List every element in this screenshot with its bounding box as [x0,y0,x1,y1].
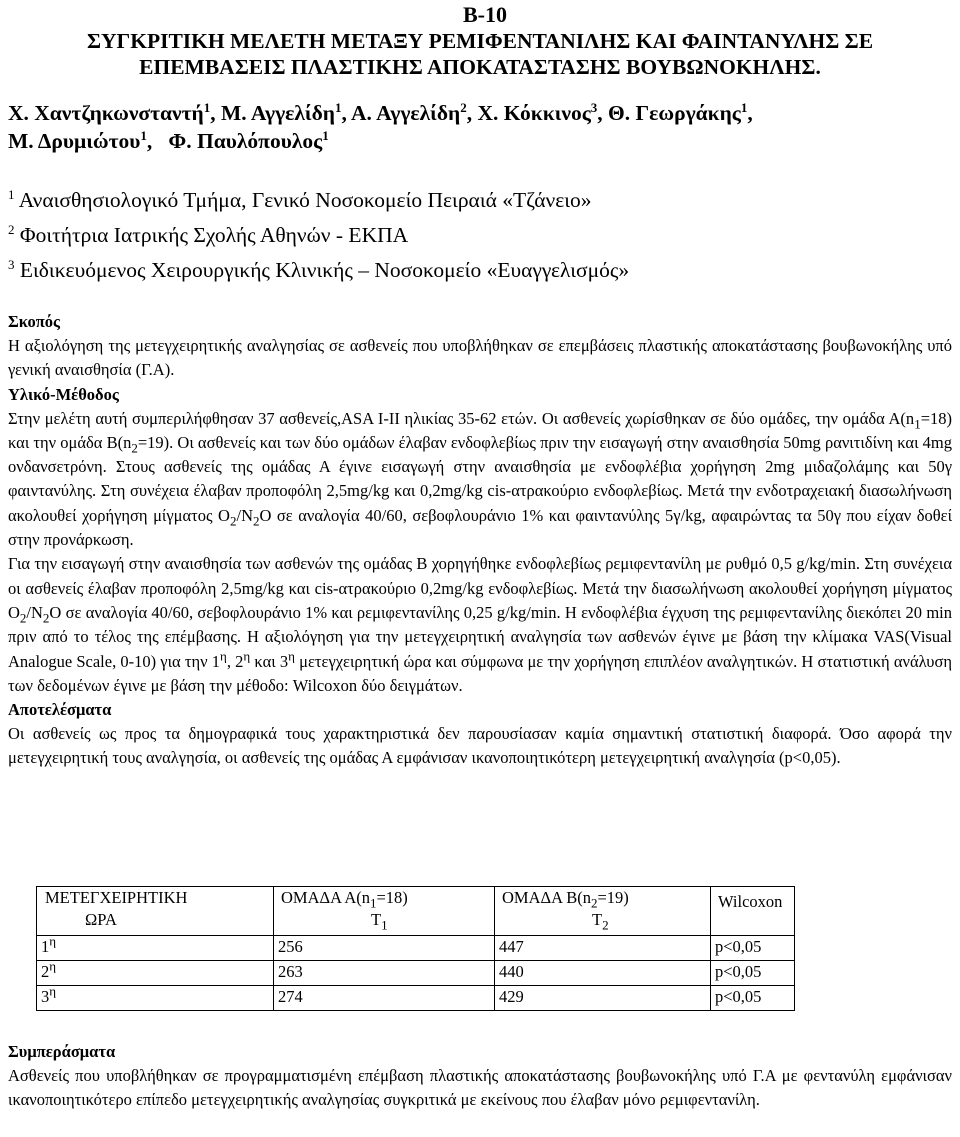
author-affiliation-mark: 1 [334,99,342,115]
author-separator: , [466,101,478,125]
header-group-b: ΟΜΑΔΑ $B(n_2=19)$ $T_2$ [495,887,711,936]
cell-hour: $3^\eta$ [37,986,274,1011]
affiliation-mark: 1 [8,186,15,202]
author-affiliation-mark: 1 [322,127,329,143]
affiliation-mark: 3 [8,256,15,272]
author-separator: , [597,101,609,125]
author-name: Χ. Χαντζηκωνσταντή [8,101,204,125]
abstract-body [8,310,952,771]
affiliation-3 [8,257,952,283]
cell-t2: 440 [495,961,711,986]
author-name: Μ. Αγγελίδη [221,101,335,125]
conclusions-heading: Συμπεράσματα [8,1042,116,1061]
header-hour: ΜΕΤΕΓΧΕΙΡΗΤΙΚΗ ΩΡΑ [37,887,274,936]
methods-paragraph-2: Για την εισαγωγή στην αναισθησία των ασθενών της ομάδας Β χορηγήθηκε ενδοφλεβίως ρεμιφεντανίλη με ρυθμό 0,5 g/kg/min. Στη συνέχεια οι ασθενείς έλαβαν προποφόλη 2,5mg/kg και cis-ατρακούριο 0,2mg/kg ενδοφλεβίως. Μετά την διασωλήνωση ακολουθεί χορήγηση μίγματος $O_2/N_2O$ σε αναλογία 40/60, σεβοφλουράνιο 1% και ρεμιφεντανίλης 0,25 g/kg/min. Η ενδοφλέβια έγχυση της ρεμιφεντανίλης διεκόπει 20 min πριν από το τέλος της επέμβασης. Η αξιολόγηση για την μετεγχειρητική αναλγησία των ασθενών έγινε με βάση την κλίμακα VAS(Visual Analogue Scale, 0-10) για την $1^\eta$, $2^\eta$ και $3^\eta$ μετεγχειρητική ώρα και σύμφωνα με την χορήγηση επιπλέον αναλγητικών. Η στατιστική ανάλυση των δεδομένων έγινε με βάση την μέθοδο: Wilcoxon δύο δειγμάτων. [8,554,952,695]
affiliation-text: Ειδικευόμενος Χειρουργικής Κλινικής – Νοσοκομείο «Ευαγγελισμός» [14,258,630,282]
cell-t2: 429 [495,986,711,1011]
author-name: Φ. Παυλόπουλος [168,129,323,153]
author-separator: , [747,101,753,125]
title-line-2: ΕΠΕΜΒΑΣΕΙΣ ΠΛΑΣΤΙΚΗΣ ΑΠΟΚΑΤΑΣΤΑΣΗΣ ΒΟΥΒΩΝΟΚΗΛΗΣ. [139,55,821,79]
affiliation-1 [8,187,952,213]
cell-hour: $1^\eta$ [37,936,274,961]
abstract-title [8,28,952,80]
cell-t2: 447 [495,936,711,961]
title-line-1: ΣΥΓΚΡΙΤΙΚΗ ΜΕΛΕΤΗ ΜΕΤΑΞΥ ΡΕΜΙΦΕΝΤΑΝΙΛΗΣ ΚΑΙ ΦΑΙΝΤΑΝΥΛΗΣ ΣΕ [86,29,874,53]
header-group-a: ΟΜΑΔΑ $A(n_1=18)$ $T_1$ [274,887,495,936]
conclusions-text: Ασθενείς που υποβλήθηκαν σε προγραμματισμένη επέμβαση πλαστικής αποκατάστασης βουβωνοκήλης υπό Γ.Α με φεντανύλη εμφάνισαν ικανοποιητικότερο επίπεδο μετεγχειρητικής αναλγησίας συγκριτικά με εκείνους που έλαβαν μόνο ρεμιφεντανίλη. [8,1066,952,1110]
cell-t1: 263 [274,961,495,986]
affiliation-text: Φοιτήτρια Ιατρικής Σχολής Αθηνών - ΕΚΠΑ [14,223,409,247]
abstract-code: B-10 [463,2,507,27]
table-row [37,961,795,986]
author-affiliation-mark: 1 [740,99,748,115]
cell-t1: 274 [274,986,495,1011]
author-name: Α. Αγγελίδη [351,101,461,125]
methods-paragraph-1: Στην μελέτη αυτή συμπεριλήφθησαν 37 ασθενείς,ASA I-II ηλικίας 35-62 ετών. Οι ασθενείς χωρίσθηκαν σε δύο ομάδες, την ομάδα $A(n_1=18)$ και την ομάδα $B(n_2=19)$. Οι ασθενείς και των δύο ομάδων έλαβαν ενδοφλεβίως πριν την εισαγωγή στην αναισθησία 50mg ρανιτιδίνη και 4mg ονδανσετρόνη. Στους ασθενείς της ομάδας Α έγινε εισαγωγή στην αναισθησία με ενδοφλέβια χορήγηση 2mg μιδαζολάμης και 50γ φαιντανύλης. Στη συνέχεια έλαβαν προποφόλη 2,5mg/kg και 0,2mg/kg cis-ατρακούριο ενδοφλεβίως. Μετά την ενδοτραχειακή διασωλήνωση ακολουθεί χορήγηση μίγματος $O_2/N_2O$ σε αναλογία 40/60, σεβοφλουράνιο 1% και φαιντανύλης 5γ/kg, αφαιρώντας τα 50γ που είχαν δοθεί στην προνάρκωση. [8,408,953,550]
author-affiliation-mark: 1 [140,127,147,143]
table-row [37,936,795,961]
author-affiliation-mark: 1 [203,99,211,115]
author-name: Χ. Κόκκινος [477,101,591,125]
affiliation-mark: 2 [8,221,15,237]
author-name: Θ. Γεωργάκης [608,101,741,125]
methods-heading: Υλικό-Μέθοδος [8,384,119,404]
author-separator: , [210,101,222,125]
author-affiliation-mark: 3 [590,99,598,115]
cell-t1: 256 [274,936,495,961]
conclusions-block [8,1040,952,1113]
cell-p: p<0,05 [711,961,795,986]
header-wilcoxon: Wilcoxon [711,887,795,936]
aim-heading: Σκοπός [8,312,60,331]
results-heading: Αποτελέσματα [8,700,112,720]
results-table [36,886,795,1011]
cell-p: p<0,05 [711,936,795,961]
author-name: Μ. Δρυμιώτου [8,129,141,153]
cell-p: p<0,05 [711,986,795,1011]
results-text: Οι ασθενείς ως προς τα δημογραφικά τους χαρακτηριστικά δεν παρουσίασαν καμία σημαντική στατιστική διαφορά. Όσο αφορά την μετεγχειρητική τους αναλγησία, οι ασθενείς της ομάδας Α εμφάνισαν ικανοποιητικότερη μετεγχειρητική αναλγησία (p<0,05). [8,724,952,768]
author-list [8,99,952,155]
affiliation-2 [8,222,952,248]
author-separator: , [341,101,352,125]
author-affiliation-mark: 2 [460,99,467,115]
affiliation-text: Αναισθησιολογικό Τμήμα, Γενικό Νοσοκομείο Πειραιά «Τζάνειο» [14,188,592,212]
table-header-row [37,887,795,936]
author-separator: , [146,129,164,153]
cell-hour: $2^\eta$ [37,961,274,986]
table-row [37,986,795,1011]
aim-text: Η αξιολόγηση της μετεγχειρητικής αναλγησίας σε ασθενείς που υποβλήθηκαν σε επεμβάσεις πλαστικής αποκατάστασης βουβωνοκήλης υπό γενική αναισθησία (Γ.Α). [8,336,952,380]
